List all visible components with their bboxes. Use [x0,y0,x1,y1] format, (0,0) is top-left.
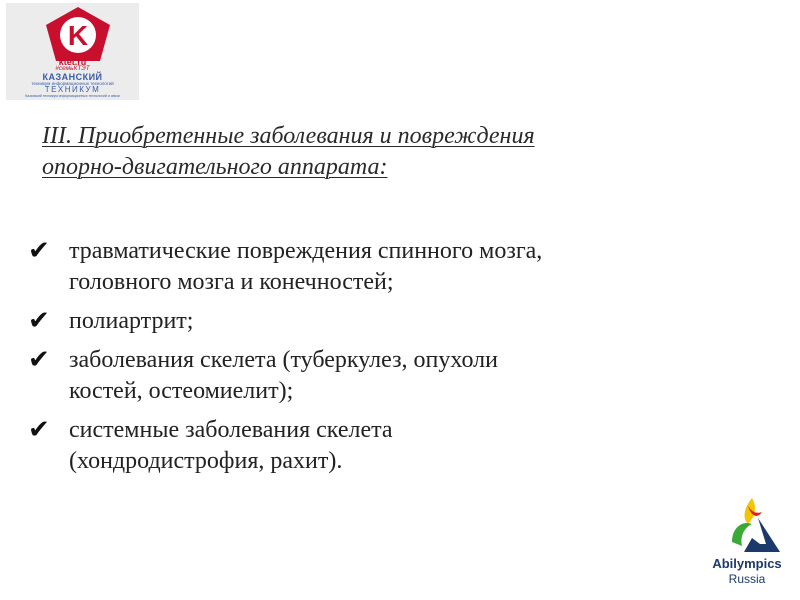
logo-name-line1: КАЗАНСКИЙ [42,72,103,82]
bullet-line: заболевания скелета (туберкулез, опухоли [69,347,498,373]
abilympics-logo [702,490,792,590]
check-icon: ✔ [28,306,50,336]
bullet-line: системные заболевания скелета [69,417,393,443]
bullet-item [28,345,748,407]
bullet-item [28,415,748,477]
abilympics-mark-icon [722,494,782,554]
check-icon: ✔ [28,236,50,266]
logo-name-sub: техникум информационных технологий [31,81,114,86]
logo-name-line2: ТЕХНИКУМ [44,85,101,94]
bullet-list [28,236,748,485]
ktet-k-mark-icon [42,5,114,63]
logo-site: ktet.ru [58,57,87,67]
bullet-line: полиартрит; [69,308,194,334]
heading-line-2: опорно-двигательного аппарата: [42,154,388,180]
ktet-logo [6,3,139,100]
bullet-item [28,306,748,337]
slide-heading [42,121,742,183]
logo-slogan: #семьКТЭТ [55,65,90,72]
bullet-item [28,236,748,298]
check-icon: ✔ [28,345,50,375]
bullet-line: (хондродистрофия, рахит). [69,448,343,474]
heading-line-1: III. Приобретенные заболевания и повреждения [42,123,535,149]
bullet-line: травматические повреждения спинного мозга, [69,238,543,264]
abilympics-country: Russia [728,572,766,586]
bullet-line: костей, остеомиелит); [69,378,294,404]
check-icon: ✔ [28,415,50,445]
bullet-line: головного мозга и конечностей; [69,269,394,295]
ktet-letter: K [67,20,89,51]
logo-bottom-line: Казанский техникум информационных технологий и связи [25,94,120,98]
abilympics-name: Abilympics [712,556,782,571]
